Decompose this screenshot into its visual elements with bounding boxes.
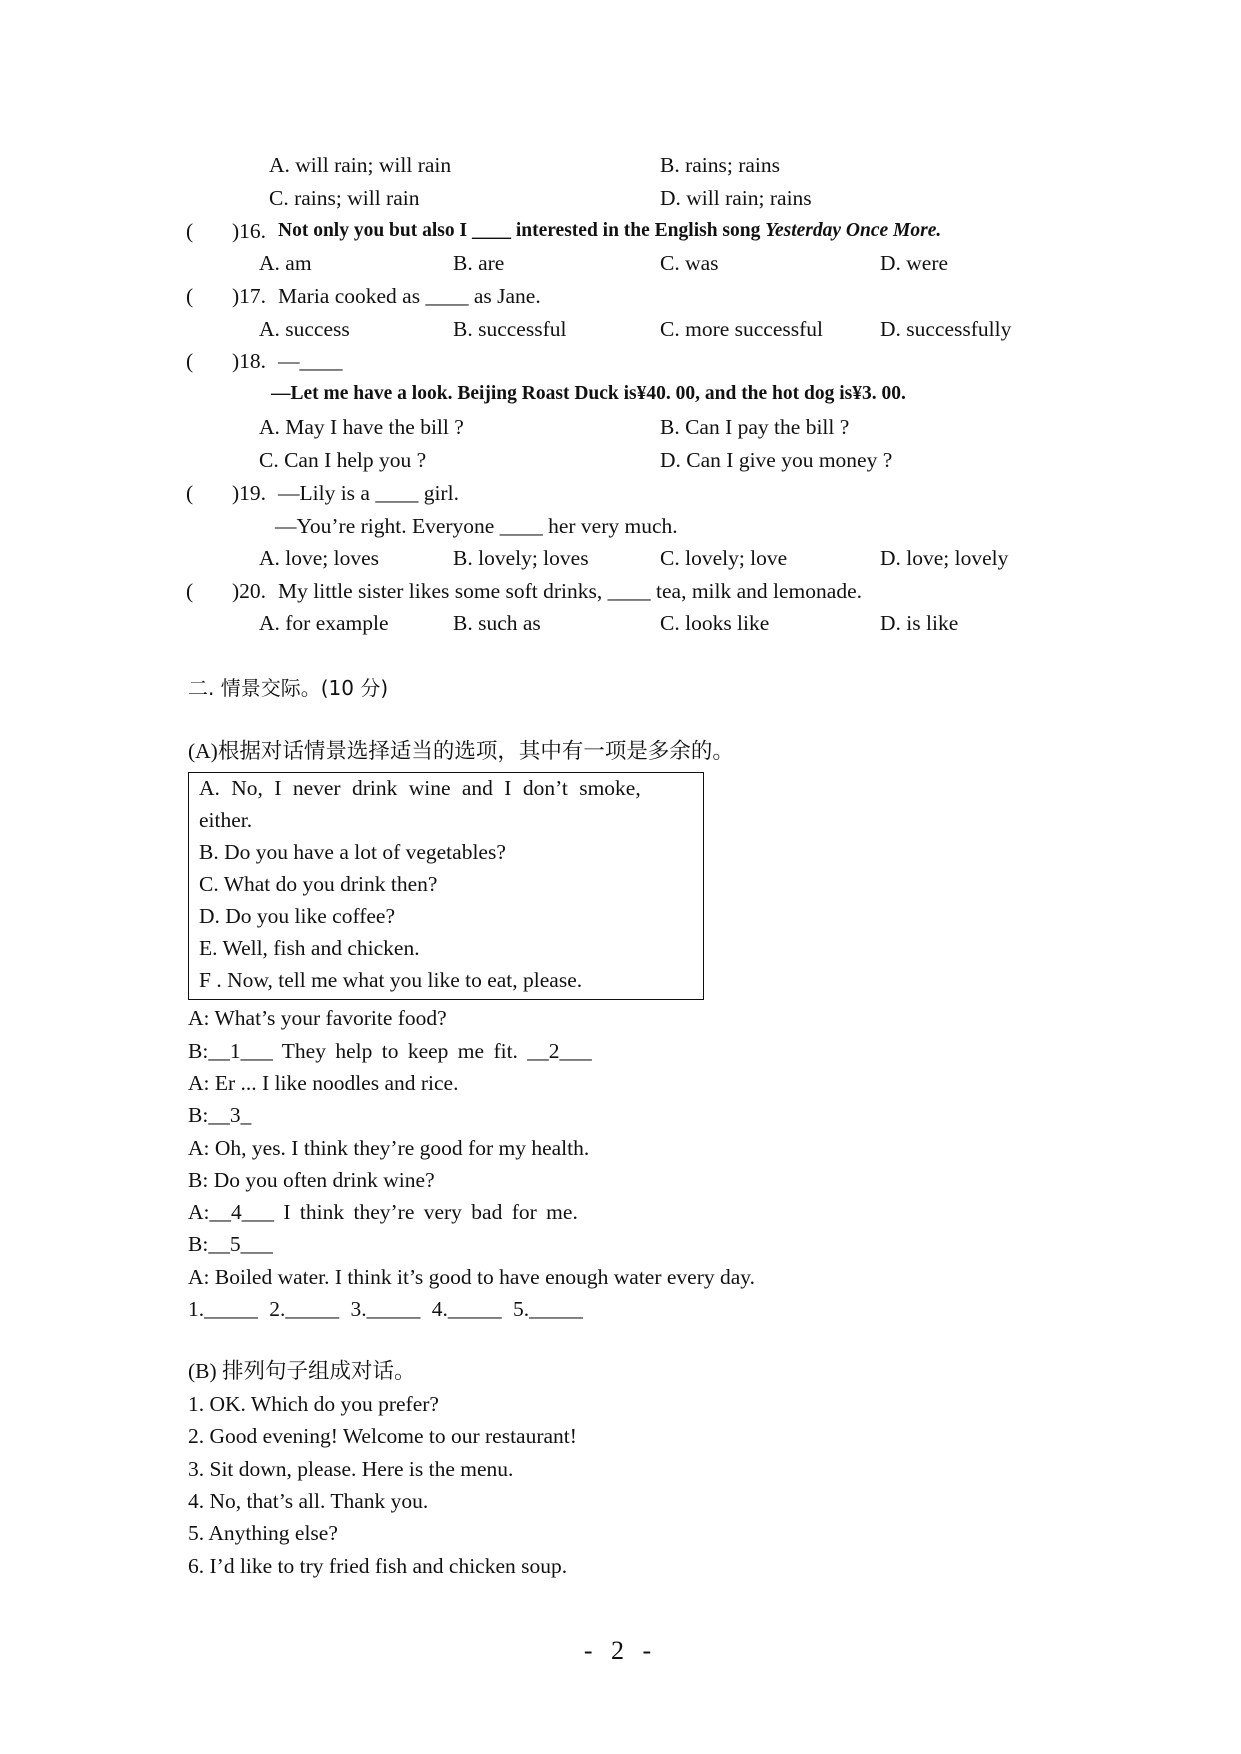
q17-stem: Maria cooked as ____ as Jane. [278, 284, 541, 308]
q19-option-a: A. love; loves [259, 546, 380, 570]
ordering-sentence: 5. Anything else? [188, 1521, 338, 1545]
q16-option-d: D. were [880, 251, 949, 275]
ordering-sentence: 4. No, that’s all. Thank you. [188, 1489, 429, 1513]
dialogue-line: B: Do you often drink wine? [188, 1168, 435, 1192]
box-option-e: E. Well, fish and chicken. [199, 936, 420, 960]
q16-stem [278, 217, 941, 245]
q20-option-a: A. for example [259, 611, 389, 635]
box-option-f: F . Now, tell me what you like to eat, please. [199, 968, 583, 992]
box-option-a-line1: A. No, I never drink wine and I don’t smoke, [199, 776, 641, 800]
q18-reply: —Let me have a look. Beijing Roast Duck is¥40. 00, and the hot dog is¥3. 00. [271, 383, 906, 404]
q18-option-c: C. Can I help you ? [259, 448, 427, 472]
q18-option-d: D. Can I give you money ? [660, 448, 893, 472]
q16-stem-text: Not only you but also I ____ interested in the English song [278, 220, 761, 241]
q15-option-d: D. will rain; rains [660, 186, 812, 210]
q20-stem: My little sister likes some soft drinks, ____ tea, milk and lemonade. [278, 579, 862, 603]
q20-option-d: D. is like [880, 611, 959, 635]
q15-option-b: B. rains; rains [660, 153, 781, 177]
q17-number: )17. [232, 284, 267, 308]
q19-number: )19. [232, 481, 267, 505]
page-number: - 2 - [583, 1636, 658, 1665]
ordering-sentence: 2. Good evening! Welcome to our restaurant! [188, 1424, 577, 1448]
q19-stem: —Lily is a ____ girl. [278, 481, 459, 505]
q20-option-b: B. such as [453, 611, 541, 635]
dialogue-line: A:__4___ I think they’re very bad for me. [188, 1200, 578, 1224]
answer-blanks: 1._____ 2._____ 3._____ 4._____ 5._____ [188, 1297, 583, 1321]
q18-number: )18. [232, 349, 267, 373]
q16-paren: ( [186, 219, 194, 243]
q17-option-b: B. successful [453, 317, 567, 341]
q19-option-c: C. lovely; love [660, 546, 788, 570]
q20-number: )20. [232, 579, 267, 603]
q16-option-b: B. are [453, 251, 505, 275]
dialogue-line: A: Boiled water. I think it’s good to have enough water every day. [188, 1265, 756, 1289]
dialogue-line: A: Er ... I like noodles and rice. [188, 1071, 459, 1095]
box-option-d: D. Do you like coffee? [199, 904, 396, 928]
q16-option-c: C. was [660, 251, 719, 275]
box-option-b: B. Do you have a lot of vegetables? [199, 840, 506, 864]
q18-paren: ( [186, 349, 194, 373]
ordering-sentence: 1. OK. Which do you prefer? [188, 1392, 439, 1416]
part-b-instruction: (B) 排列句子组成对话。 [188, 1359, 416, 1383]
q16-number: )16. [232, 219, 267, 243]
dialogue-line: B:__1___ They help to keep me fit. __2___ [188, 1039, 592, 1063]
q17-option-a: A. success [259, 317, 350, 341]
q18-stem: —____ [278, 349, 343, 373]
q19-reply: —You’re right. Everyone ____ her very much. [275, 514, 678, 538]
ordering-sentence: 3. Sit down, please. Here is the menu. [188, 1457, 514, 1481]
dialogue-line: A: Oh, yes. I think they’re good for my health. [188, 1136, 590, 1160]
q17-option-c: C. more successful [660, 317, 824, 341]
dialogue-line: B:__3_ [188, 1103, 252, 1127]
q16-option-a: A. am [259, 251, 312, 275]
dialogue-line: A: What’s your favorite food? [188, 1006, 447, 1030]
q19-option-b: B. lovely; loves [453, 546, 589, 570]
part-a-instruction: (A)根据对话情景选择适当的选项，其中有一项是多余的。 [188, 739, 734, 763]
dialogue-line: B:__5___ [188, 1232, 273, 1256]
q18-option-b: B. Can I pay the bill ? [660, 415, 850, 439]
q19-paren: ( [186, 481, 194, 505]
ordering-sentence: 6. I’d like to try fried fish and chicken soup. [188, 1554, 568, 1578]
box-option-a-line2: either. [199, 808, 253, 832]
q16-song-title: Yesterday Once More. [765, 220, 942, 241]
q15-option-a: A. will rain; will rain [269, 153, 452, 177]
q20-option-c: C. looks like [660, 611, 770, 635]
q18-option-a: A. May I have the bill ? [259, 415, 464, 439]
q19-option-d: D. love; lovely [880, 546, 1009, 570]
q17-option-d: D. successfully [880, 317, 1012, 341]
q15-option-c: C. rains; will rain [269, 186, 420, 210]
box-option-c: C. What do you drink then? [199, 872, 438, 896]
q17-paren: ( [186, 284, 194, 308]
section2-title: 二. 情景交际。(10 分) [188, 676, 389, 700]
q20-paren: ( [186, 579, 194, 603]
